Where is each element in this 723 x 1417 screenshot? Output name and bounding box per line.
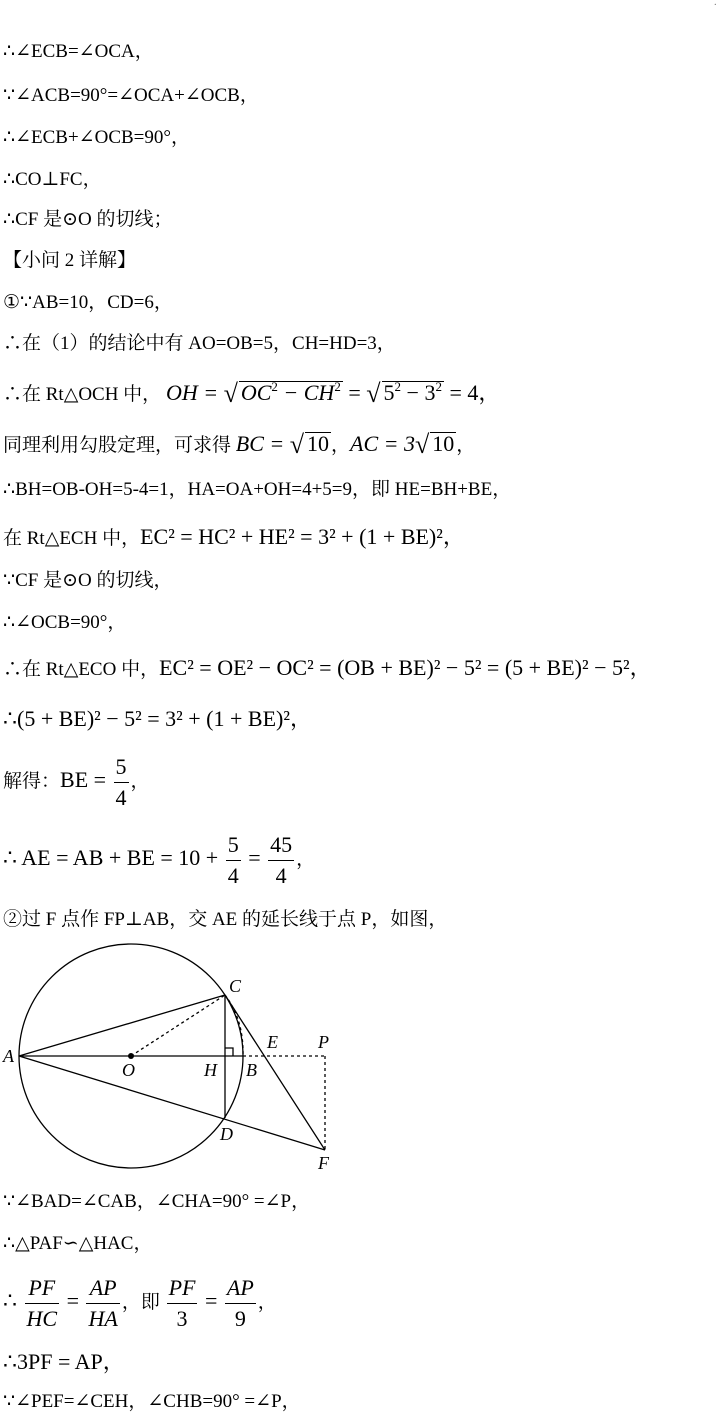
solve-label: 解得： [3,771,61,792]
comma-4: ， [296,849,316,870]
line-3: ∴∠ECB+∠OCB=90°， [3,127,190,148]
label-p: P [318,1032,329,1052]
sqrt-2-b: − 3 [401,380,436,405]
label-e: E [267,1032,278,1052]
eq-2: = [199,1288,223,1313]
right-angle-mark [225,1048,233,1056]
line-7: ①∵AB=10，CD=6， [3,292,173,313]
ratio-2-num: AP [86,1273,119,1304]
line-20: ∵∠BAD=∠CAB，∠CHA=90° =∠P， [3,1191,311,1212]
ae-lhs: ∴ AE = AB + BE = 10 + [3,845,224,870]
label-b: B [246,1060,257,1080]
ech-equation: EC² = HC² + HE² = 3² + (1 + BE)²， [140,524,465,549]
bc-radicand: 10 [307,431,330,456]
comma-3: ， [130,771,150,792]
line-24: ∵∠PEF=∠CEH，∠CHB=90° =∠P， [3,1391,301,1412]
line-16: ∴(5 + BE)² − 5² = 3² + (1 + BE)²， [3,706,312,731]
ratio-3-den: 3 [176,1306,188,1332]
line-19: ②过 F 点作 FP⊥AB，交 AE 的延长线于点 P，如图， [3,909,448,930]
ratio-4-den: 9 [234,1306,246,1332]
label-a: A [3,1046,14,1066]
line-4: ∴CO⊥FC， [3,169,102,190]
line-12 [3,520,465,556]
line-9-prefix: ∴在 Rt△OCH 中， [3,384,162,405]
segment-oc [131,995,225,1056]
ae-den-1: 4 [227,863,239,889]
sqrt-2-a: 5 [383,380,395,405]
ae-den-2: 4 [275,863,287,889]
line-17 [3,750,150,813]
exp-2: 2 [334,379,341,394]
label-f: F [318,1153,329,1172]
ae-fraction-2 [268,830,294,891]
line-13: ∵CF 是⊙O 的切线， [3,570,173,591]
ae-fraction-1 [226,830,241,891]
geometry-figure [0,940,723,1172]
segment-cf [225,995,325,1150]
eco-equation: EC² = OE² − OC² = (OB + BE)² − 5² = (5 + BE)² − 5²， [159,655,652,680]
line-9: ∴在 Rt△OCH 中， OH = √ $OC^2 - CH^2$ = √ $5^2 - 3^2 = 4$， [3,379,501,408]
segment-ac [19,995,225,1056]
line-23: ∴3PF = AP， [3,1349,125,1374]
line-14: ∴∠OCB=90°， [3,612,127,633]
namely: ，即 [121,1292,165,1313]
ratio-1-den: HC [26,1306,58,1332]
be-fraction [114,752,129,813]
line-5: ∴CF 是⊙O 的切线； [3,209,173,230]
comma-5: ， [257,1292,277,1313]
ratio-2 [86,1273,119,1334]
line-18 [3,828,315,891]
line-1: ∴∠ECB=∠OCA， [3,41,154,62]
be-lhs: BE = [60,767,112,792]
label-d: D [220,1124,233,1144]
ratio-3-num: PF [167,1273,198,1304]
ac-lhs: AC = 3 [350,431,415,456]
label-c: C [229,976,242,996]
line-15 [3,651,652,687]
sqrt-1-a: OC [240,380,272,405]
be-num: 5 [114,752,129,783]
line-12-prefix: 在 Rt△ECH 中， [3,528,141,549]
line-10-prefix: 同理利用勾股定理，可求得 [3,435,236,456]
label-h: H [204,1060,217,1080]
ac-radicand: 10 [432,431,455,456]
be-den: 4 [115,785,127,811]
line-2: ∵∠ACB=90°=∠OCA+∠OCB， [3,85,259,106]
exp-1: 2 [271,379,278,394]
line-21: ∴△PAF∽△HAC， [3,1233,153,1254]
line-8: ∴在（1）的结论中有 AO=OB=5，CH=HD=3， [3,333,396,354]
segment-cb [225,995,243,1056]
eq-1: = [61,1288,85,1313]
sqrt-1-b: − CH [277,380,335,405]
ratio-1 [25,1273,60,1334]
line-6: 【小问 2 详解】 [3,250,137,271]
segment-af [19,1056,325,1150]
center-dot [128,1053,134,1059]
exp-4: 2 [435,379,442,394]
oh-lhs: OH = [165,380,224,405]
line-15-prefix: ∴在 Rt△ECO 中， [3,659,160,680]
eq: = [342,380,367,405]
ae-eq: = [242,845,267,870]
ae-num-2: 45 [268,830,294,861]
ae-num-1: 5 [226,830,241,861]
ratio-1-num: PF [25,1273,60,1304]
label-o: O [122,1060,135,1080]
ratio-4 [225,1273,256,1334]
comma: ， [331,435,351,456]
bc-lhs: BC = [235,431,290,456]
therefore: ∴ [3,1288,23,1313]
line-11: ∴BH=OB-OH=5-4=1，HA=OA+OH=4+5=9，即 HE=BH+BE， [3,479,512,500]
line-10: 同理利用勾股定理，可求得 BC = √ 10 ，AC = 3√ 10 ， [3,430,476,459]
comma-2: ， [456,435,476,456]
ratio-3 [167,1273,198,1334]
exp-3: 2 [394,379,402,394]
ratio-2-den: HA [88,1306,118,1332]
line-22 [3,1268,277,1336]
ratio-4-num: AP [225,1273,256,1304]
corner-mark: · [713,0,717,11]
oh-result: = 4， [443,380,501,405]
